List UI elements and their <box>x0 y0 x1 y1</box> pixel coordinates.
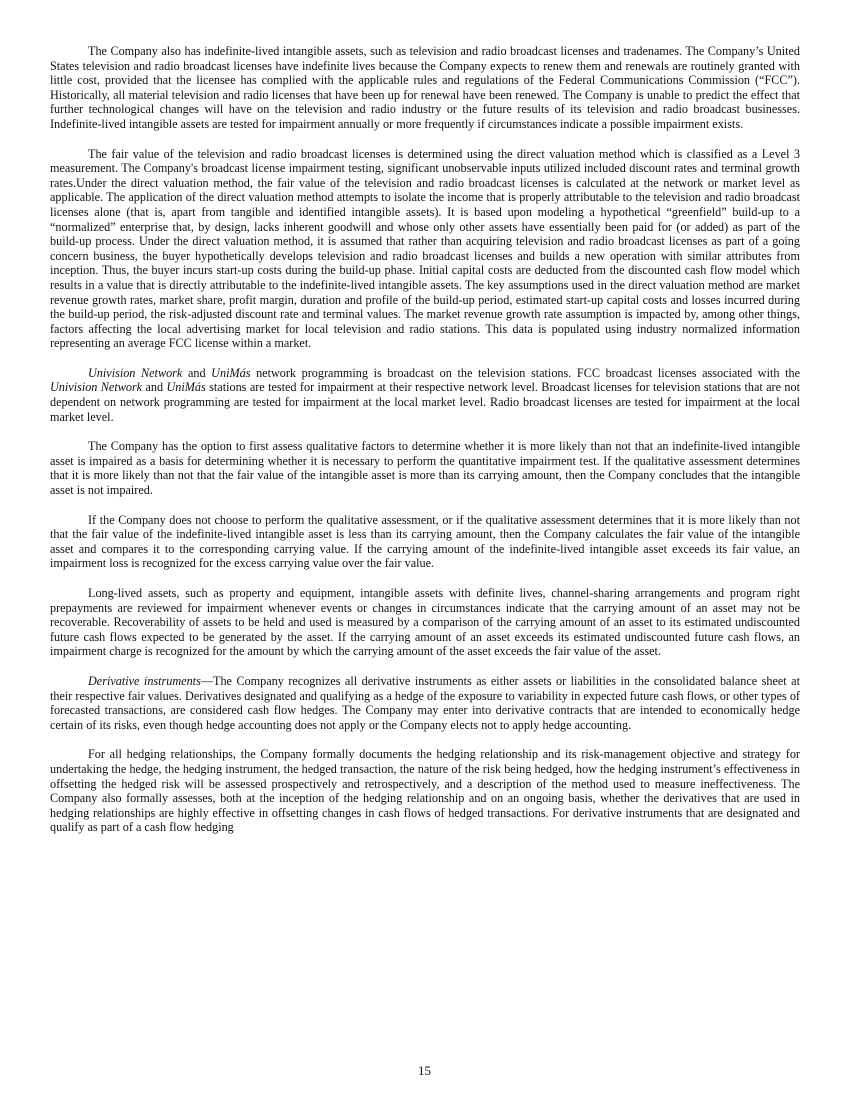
paragraph-long-lived-assets: Long-lived assets, such as property and equipment, intangible assets with definite lives, channel-sharing arrangements and program right prepayments are reviewed for impairment whenever events or changes in circumstances indicate that the carrying amount of an asset may not be recoverable. Recoverability of assets to be held and used is measured by a comparison of the carrying amount of an asset to its estimated undiscounted future cash flows expected to be generated by the asset. If the carrying amount of an asset exceeds its estimated undiscounted future cash flows, an impairment charge is recognized for the amount by which the carrying amount of the asset exceeds the fair value of the asset. <box>50 586 800 659</box>
paragraph-text: stations are tested for impairment at their respective network level. Broadcast licenses for television stations that are not dependent on network programming are tested for impairment at the local market level. Radio broadcast licenses are tested for impairment at the local market level. <box>50 380 800 424</box>
paragraph-text: and <box>142 380 167 395</box>
network-name: Univision Network <box>88 365 183 380</box>
paragraph-text: network programming is broadcast on the television stations. FCC broadcast licenses associated with the <box>250 365 800 380</box>
paragraph-qualitative-option: The Company has the option to first assess qualitative factors to determine whether it is more likely than not that an indefinite-lived intangible asset is impaired as a basis for determining whether it is necessary to perform the quantitative impairment test. If the qualitative assessment determines that it is more likely than not that the fair value of the intangible asset is more than its carrying amount, then the Company concludes that the intangible asset is not impaired. <box>50 439 800 498</box>
network-name: UniMás <box>166 380 206 395</box>
paragraph-derivative-instruments <box>50 674 800 732</box>
network-name: UniMás <box>211 365 251 380</box>
document-page <box>50 44 800 835</box>
paragraph-text: and <box>182 365 212 380</box>
paragraph-network-programming <box>50 366 800 424</box>
paragraph-text: —The Company recognizes all derivative instruments as either assets or liabilities in the consolidated balance sheet at their respective fair values. Derivatives designated and qualifying as a hedge of the exposure to variability in expected future cash flows, or other types of forecasted transactions, are considered cash flow hedges. The Company may enter into derivative contracts that are intended to economically hedge certain of its risks, even though hedge accounting does not apply or the Company elects not to apply hedge accounting. <box>50 673 800 732</box>
paragraph-hedging-relationships: For all hedging relationships, the Company formally documents the hedging relationship and its risk-management objective and strategy for undertaking the hedge, the hedging instrument, the hedged transaction, the nature of the risk being hedged, how the hedging instrument’s effectiveness in offsetting the hedged risk will be assessed prospectively and retrospectively, and a description of the method used to measure ineffectiveness. The Company also formally assesses, both at the inception of the hedging relationship and on an ongoing basis, whether the derivatives that are used in hedging relationships are highly effective in offsetting changes in cash flows of hedged transactions. For derivative instruments that are designated and qualify as part of a cash flow hedging <box>50 747 800 835</box>
page-number: 15 <box>418 1063 431 1078</box>
section-heading: Derivative instruments <box>88 673 201 688</box>
paragraph-fair-value-licenses: The fair value of the television and radio broadcast licenses is determined using the direct valuation method which is classified as a Level 3 measurement. The Company's broadcast license impairment testing, significant unobservable inputs utilized included discount rates and terminal growth rates.Under the direct valuation method, the fair value of the television and radio broadcast licenses is calculated at the network or market level as applicable. The application of the direct valuation method attempts to isolate the income that is properly attributable to the television and radio broadcast licenses alone (that is, apart from tangible and identified intangible assets). It is based upon modeling a hypothetical “greenfield” build-up to a “normalized” enterprise that, by design, lacks inherent goodwill and whose only other assets have essentially been paid for (or added) as part of the build-up process. Under the direct valuation method, it is assumed that rather than acquiring television and radio broadcast licenses as part of a going concern business, the buyer hypothetically develops television and radio broadcast licenses and builds a new operation with similar attributes from inception. Thus, the buyer incurs start-up costs during the build-up phase. Initial capital costs are deducted from the discounted cash flow model which results in a value that is directly attributable to the indefinite-lived intangible assets. The key assumptions used in the direct valuation method are market revenue growth rates, market share, profit margin, duration and profile of the build-up period, estimated start-up capital costs and losses incurred during the build-up period, the risk-adjusted discount rate and terminal values. The market revenue growth rate assumption is impacted by, among other things, factors affecting the local advertising market for local television and radio stations. This data is populated using industry normalized information representing an average FCC license within a market. <box>50 146 800 351</box>
paragraph-indefinite-lived-assets: The Company also has indefinite-lived intangible assets, such as television and radio broadcast licenses and tradenames. The Company’s United States television and radio broadcast licenses have indefinite lives because the Company expects to renew them and renewals are routinely granted with little cost, provided that the licensee has complied with the applicable rules and regulations of the Federal Communications Commission (“FCC”). Historically, all material television and radio licenses that have been up for renewal have been renewed. The Company is unable to predict the effect that further technological changes will have on the television and radio industry or the future results of its television and radio broadcast businesses. Indefinite-lived intangible assets are tested for impairment annually or more frequently if circumstances indicate a possible impairment exists. <box>50 44 800 131</box>
network-name: Univision Network <box>50 380 143 395</box>
paragraph-quantitative-assessment: If the Company does not choose to perform the qualitative assessment, or if the qualitative assessment determines that it is more likely than not that the fair value of the indefinite-lived intangible asset is less than its carrying amount, then the Company calculates the fair value of the intangible asset and compares it to the corresponding carrying value. If the carrying amount of the indefinite-lived intangible asset exceeds its fair value, an impairment loss is recognized for the excess carrying value over the fair value. <box>50 512 800 571</box>
